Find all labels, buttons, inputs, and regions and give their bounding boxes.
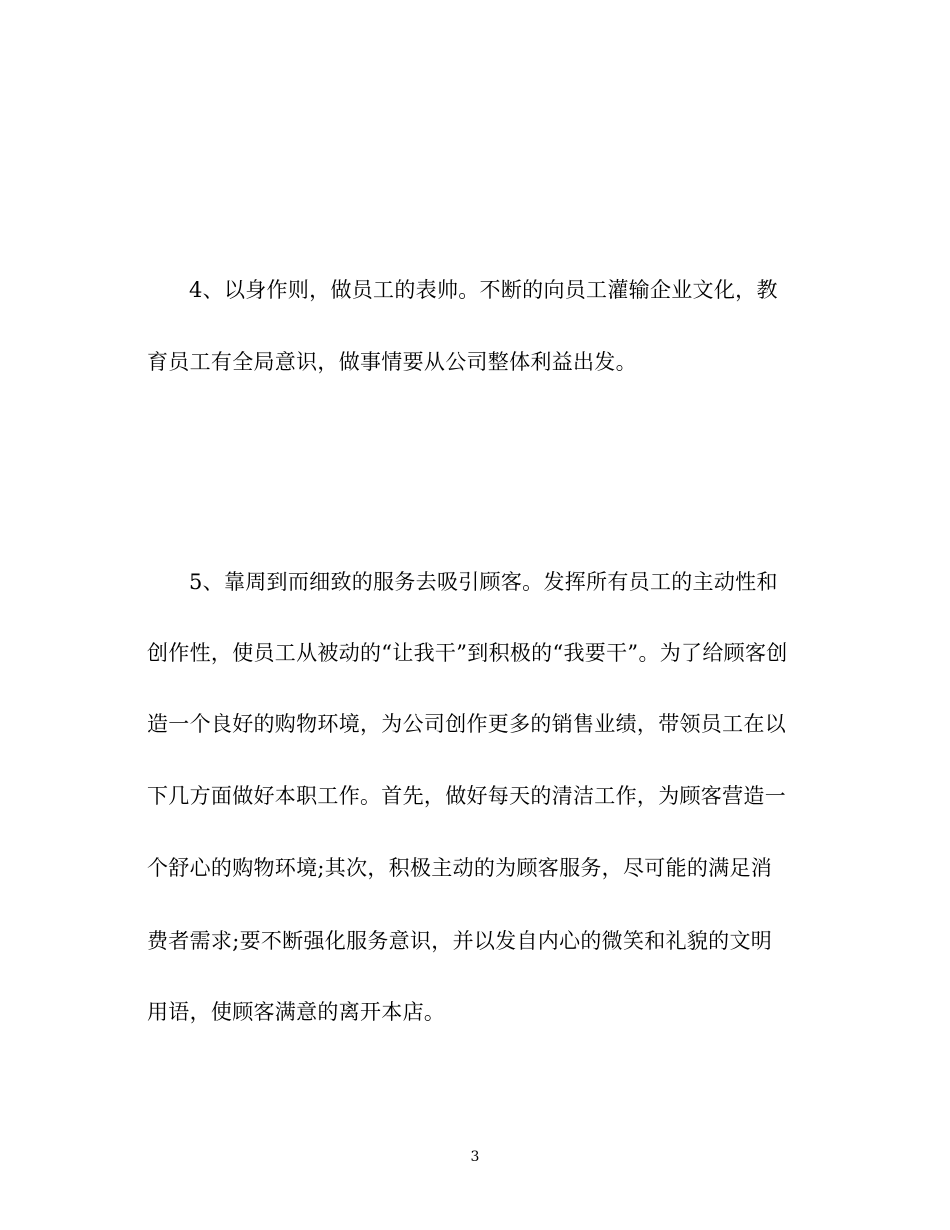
paragraph-5-line-2: 创作性，使员工从被动的“让我干”到积极的“我要干”。为了给顾客创 — [147, 641, 788, 665]
paragraph-5-line-7: 用语，使顾客满意的离开本店。 — [147, 1000, 446, 1024]
paragraph-4-line-1: 4、以身作则，做员工的表帅。不断的向员工灌输企业文化，教 — [189, 278, 778, 302]
paragraph-5-line-5: 个舒心的购物环境;其次，积极主动的为顾客服务，尽可能的满足消 — [147, 856, 773, 880]
paragraph-5-line-4: 下几方面做好本职工作。首先，做好每天的清洁工作，为顾客营造一 — [147, 784, 786, 808]
paragraph-5-line-1: 5、靠周到而细致的服务去吸引顾客。发挥所有员工的主动性和 — [189, 570, 778, 594]
paragraph-4-line-2: 育员工有全局意识，做事情要从公司整体利益出发。 — [147, 350, 637, 374]
paragraph-5-line-3: 造一个良好的购物环境，为公司创作更多的销售业绩，带领员工在以 — [147, 712, 786, 736]
paragraph-5-line-6: 费者需求;要不断强化服务意识，并以发自内心的微笑和礼貌的文明 — [147, 929, 773, 953]
page-number: 3 — [470, 1149, 480, 1165]
